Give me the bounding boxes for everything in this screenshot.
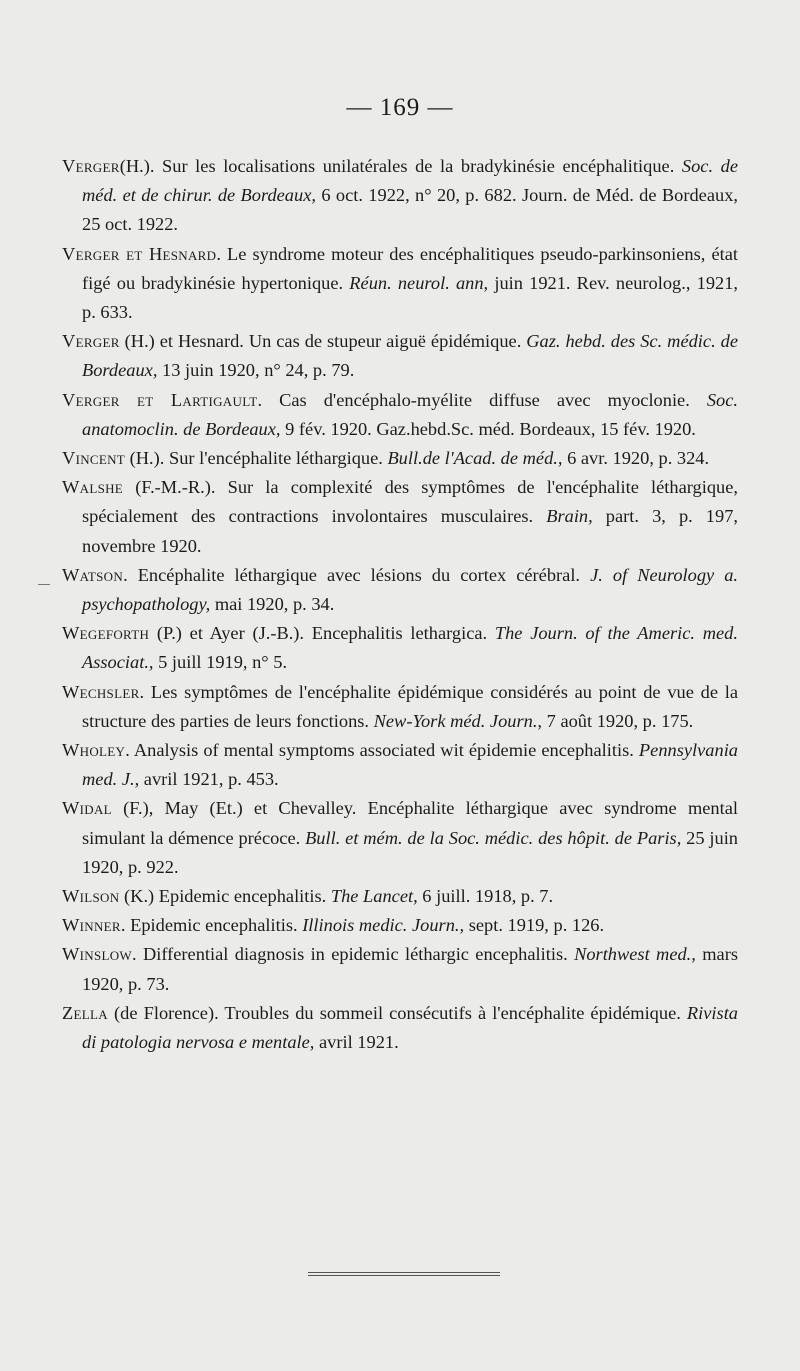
entry-journal: Rivista di patologia nervosa e mentale, [82,1002,738,1053]
entry-text: (H.) et Hesnard. Un cas de stupeur aiguë épidémique. [119,331,527,352]
entry-author: Verger et Lartigault [62,389,258,410]
entry-journal: The Journ. of the Americ. med. Associat., [82,623,738,673]
entry-tail: 13 juin 1920, n° 24, p. 79. [157,360,355,381]
entry-text: . Le syndrome moteur des encéphalitiques pseudo-parkinsoniens, état figé ou bradykinésie hypertonique. [82,243,738,293]
entry-journal: J. of Neurology a. psychopathology, [82,564,739,615]
bibliography-entry [62,882,738,911]
entry-tail: sept. 1919, p. 126. [464,915,605,936]
entry-text: (F.-M.-R.). Sur la complexité des symptômes de l'encéphalite léthargique, spécialement des contractions involontaires musculaires. [82,477,738,527]
entry-journal: Gaz. hebd. des Sc. médic. de Bordeaux, [82,331,738,381]
entry-text: (P.) et Ayer (J.-B.). Encephalitis lethargica. [149,623,495,644]
bibliography-entry [62,561,738,619]
entry-journal: Bull. et mém. de la Soc. médic. des hôpit. de Paris, [305,827,682,848]
entry-text: (H.). Sur l'encéphalite léthargique. [125,448,388,469]
entry-author: Verger [62,156,120,176]
bibliography-entry [62,327,738,385]
entry-tail: avril 1921. [314,1032,399,1053]
bibliography-entry [62,736,738,794]
entry-text: (H.). Sur les localisations unilatérales de la bradykinésie encéphalitique. [119,156,682,176]
entry-author: Winslow [62,944,133,965]
entry-tail: mai 1920, p. 34. [210,594,335,615]
entry-author: Zella [62,1002,108,1023]
entry-tail: 7 août 1920, p. 175. [542,710,694,731]
bibliography-entry [62,911,738,940]
entry-journal: Réun. neurol. ann, [349,272,489,293]
entry-author: Watson [62,564,124,585]
entry-text: . Encéphalite léthargique avec lésions du cortex cérébral. [123,564,591,585]
bibliography-entry [62,152,738,240]
bibliography-entry [62,678,738,736]
entry-journal: Illinois medic. Journ., [302,915,465,936]
entry-text: . Differential diagnosis in epidemic léthargic encephalitis. [132,944,575,965]
page-number: — 169 — [346,94,454,121]
entry-author: Vincent [62,448,126,469]
entry-journal: The Lancet, [330,886,418,907]
entry-tail: juin 1921. Rev. neurolog., 1921, p. 633. [82,272,738,323]
margin-mark [38,584,50,585]
entry-author: Winner [62,915,121,936]
bibliography-entry [62,999,738,1057]
entry-text: . Epidemic encephalitis. [120,915,303,936]
entry-journal: Pennsylvania med. J., [82,740,738,790]
entry-tail: mars 1920, p. 73. [82,944,738,994]
entry-tail: 9 fév. 1920. Gaz.hebd.Sc. méd. Bordeaux, 15 fév. 1920. [280,418,696,439]
entry-tail: 5 juill 1919, n° 5. [153,652,288,673]
entry-tail: avril 1921, p. 453. [139,769,279,790]
entry-journal: Bull.de l'Acad. de méd., [387,448,563,469]
entry-text: . Les symptômes de l'encéphalite épidémique considérés au point de vue de la structure des parties de leurs fonctions. [82,681,738,731]
entry-journal: Soc. de méd. et de chirur. de Bordeaux, [82,156,738,206]
end-rule [308,1272,500,1273]
bibliography-entry [62,386,738,444]
entry-tail: 6 avr. 1920, p. 324. [562,448,710,469]
bibliography-entry [62,940,738,998]
entry-journal: New-York méd. Journ., [373,710,543,731]
entry-text: (F.), May (Et.) et Chevalley. Encéphalite léthargique avec syndrome mental simulant la démence précoce. [82,798,738,848]
bibliography-entry [62,444,738,473]
bibliography-list [62,152,738,1057]
entry-text: (K.) Epidemic encephalitis. [119,886,331,907]
bibliography-entry [62,794,738,882]
entry-journal: Brain, [546,506,593,527]
entry-tail: 6 juill. 1918, p. 7. [417,886,554,907]
entry-journal: Northwest med., [574,944,696,965]
entry-text: (de Florence). Troubles du sommeil consécutifs à l'encéphalite épidémique. [107,1002,687,1023]
bibliography-entry [62,473,738,561]
bibliography-entry [62,619,738,677]
entry-text: . Cas d'encéphalo-myélite diffuse avec myoclonie. [257,389,707,410]
entry-author: Wegeforth [62,623,150,644]
entry-author: Walshe [62,477,124,498]
entry-author: Wilson [62,886,120,907]
entry-text: . Analysis of mental symptoms associated wit épidemie encephalitis. [125,740,639,761]
entry-author: Verger et Hesnard [62,243,217,264]
entry-tail: 25 juin 1920, p. 922. [82,827,738,877]
entry-journal: Soc. anatomoclin. de Bordeaux, [82,389,738,439]
bibliography-entry [62,240,738,328]
entry-author: Verger [62,331,120,352]
end-rule [308,1275,500,1276]
entry-author: Wholey [62,740,126,761]
entry-tail: part. 3, p. 197, novembre 1920. [82,506,738,556]
entry-author: Wechsler [62,681,140,702]
entry-author: Widal [62,798,112,819]
entry-tail: 6 oct. 1922, n° 20, p. 682. Journ. de Méd. de Bordeaux, 25 oct. 1922. [82,185,738,235]
